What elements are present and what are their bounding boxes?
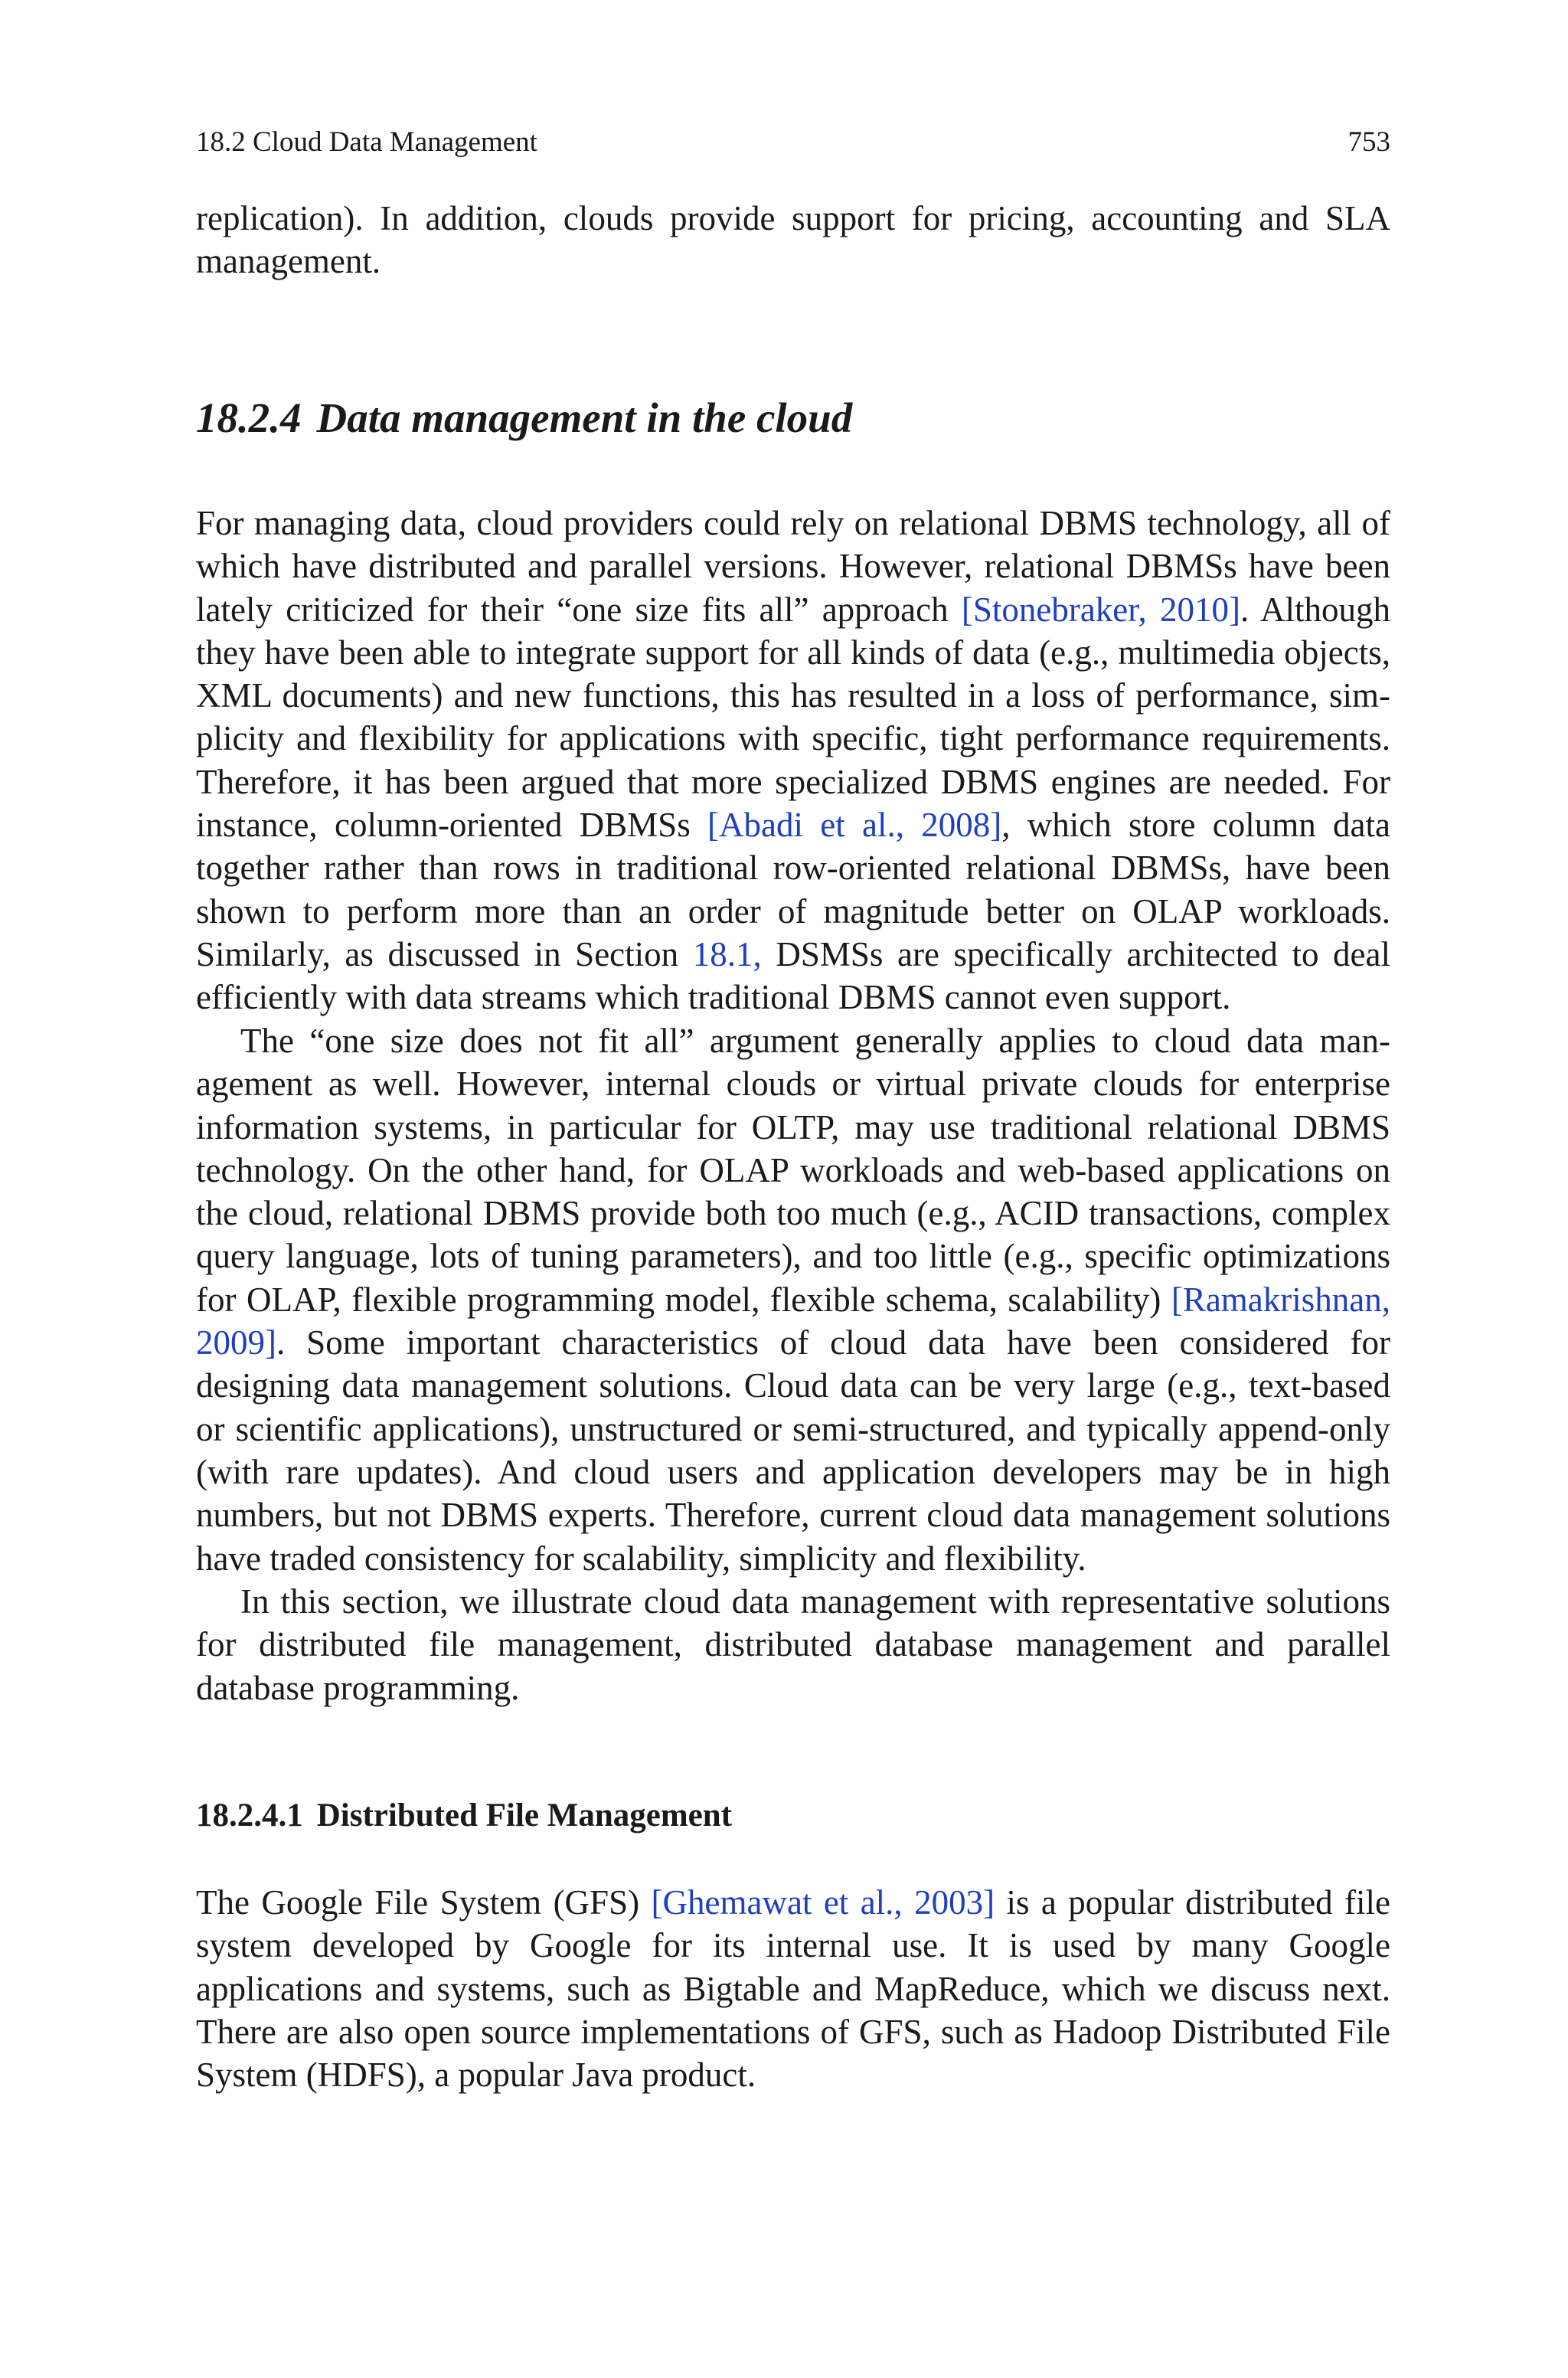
paragraph-1-text-3: , which store column data together rather than rows in traditional row-oriented relational DBMSs, have been shown to perform more than an order of magnitude better on OLAP workloads. Similarly, as discussed in Section xyxy=(196,806,1390,973)
subsection-heading xyxy=(196,1795,1390,1837)
section-heading xyxy=(196,393,1390,443)
paragraph-2-text-1: The “one size does not fit all” argument generally applies to cloud data management as well. However, internal clouds or virtual private clouds for enterprise information systems, in particular for OLTP, may use traditional relational DBMS technology. On the other hand, for OLAP workloads and web-based applications on the cloud, relational DBMS provide both too much (e.g., ACID transactions, complex query language, lots of tuning parameters), and too little (e.g., specific optimizations for OLAP, flexible programming model, flexible schema, scalability) xyxy=(196,1022,1390,1319)
paragraph-1 xyxy=(196,502,1390,1019)
book-page xyxy=(196,0,1390,2378)
paragraph-3: In this section, we illustrate cloud data management with representative solutions for distributed file management, distributed database management and parallel database programming. xyxy=(196,1582,1390,1707)
page-number: 753 xyxy=(1348,126,1390,158)
paragraph-2-text-2: . Some important characteristics of cloud data have been considered for designing data management solutions. Cloud data can be very large (e.g., text-based or scientific applications), unstructured or semi-structured, and typically append-only (with rare updates). And cloud users and application developers may be in high numbers, but not DBMS experts. Therefore, current cloud data management solutions have traded consistency for scalability, simplicity and flexibility. xyxy=(196,1323,1390,1578)
paragraph-continuation: replication). In addition, clouds provide support for pricing, accounting and SLA management. xyxy=(196,199,1390,281)
paragraph-4-text-2: is a popular distributed file system developed by Google for its internal use. It is used by many Google applications and systems, such as Bigtable and MapReduce, which we discuss next. There are also open source implementations of GFS, such as Hadoop Distributed File System (HDFS), a popular Java product. xyxy=(196,1883,1390,2095)
citation-abadi-2008[interactable]: [Abadi et al., 2008] xyxy=(707,806,1002,845)
paragraph-4 xyxy=(196,1881,1390,2096)
running-header xyxy=(196,126,1390,159)
citation-stonebraker-2010[interactable]: [Stonebraker, 2010] xyxy=(961,590,1240,629)
subsection-title: Distributed File Management xyxy=(316,1797,732,1833)
paragraph-1-text-4: DSMSs are specifically architected to deal efficiently with data streams which traditional DBMS cannot even support. xyxy=(196,934,1390,1017)
subsection-number: 18.2.4.1 xyxy=(196,1797,303,1833)
paragraph-1-text-2: . Although they have been able to integrate support for all kinds of data (e.g., multimedia objects, XML documents) and new functions, this has resulted in a loss of performance, simplicity and flexibility for applications with specific, tight performance requirements. Therefore, it has been argued that more specialized DBMS engines are needed. For instance, column-oriented DBMSs xyxy=(196,590,1390,845)
section-number: 18.2.4 xyxy=(196,394,302,441)
section-link-18-1[interactable]: 18.1, xyxy=(692,934,762,973)
running-header-section: 18.2 Cloud Data Management xyxy=(196,126,537,158)
section-title: Data management in the cloud xyxy=(316,394,853,441)
citation-ramakrishnan-2009[interactable]: [Ramakrishnan, 2009] xyxy=(196,1280,1390,1362)
paragraph-2 xyxy=(196,1019,1390,1580)
paragraph-4-text-1: The Google File System (GFS) xyxy=(196,1883,652,1922)
citation-ghemawat-2003[interactable]: [Ghemawat et al., 2003] xyxy=(651,1883,995,1922)
paragraph-1-text-1: For managing data, cloud providers could rely on relational DBMS technology, all of which have distributed and parallel versions. However, relational DBMSs have been lately criticized for their “one size fits all” approach xyxy=(196,504,1390,629)
